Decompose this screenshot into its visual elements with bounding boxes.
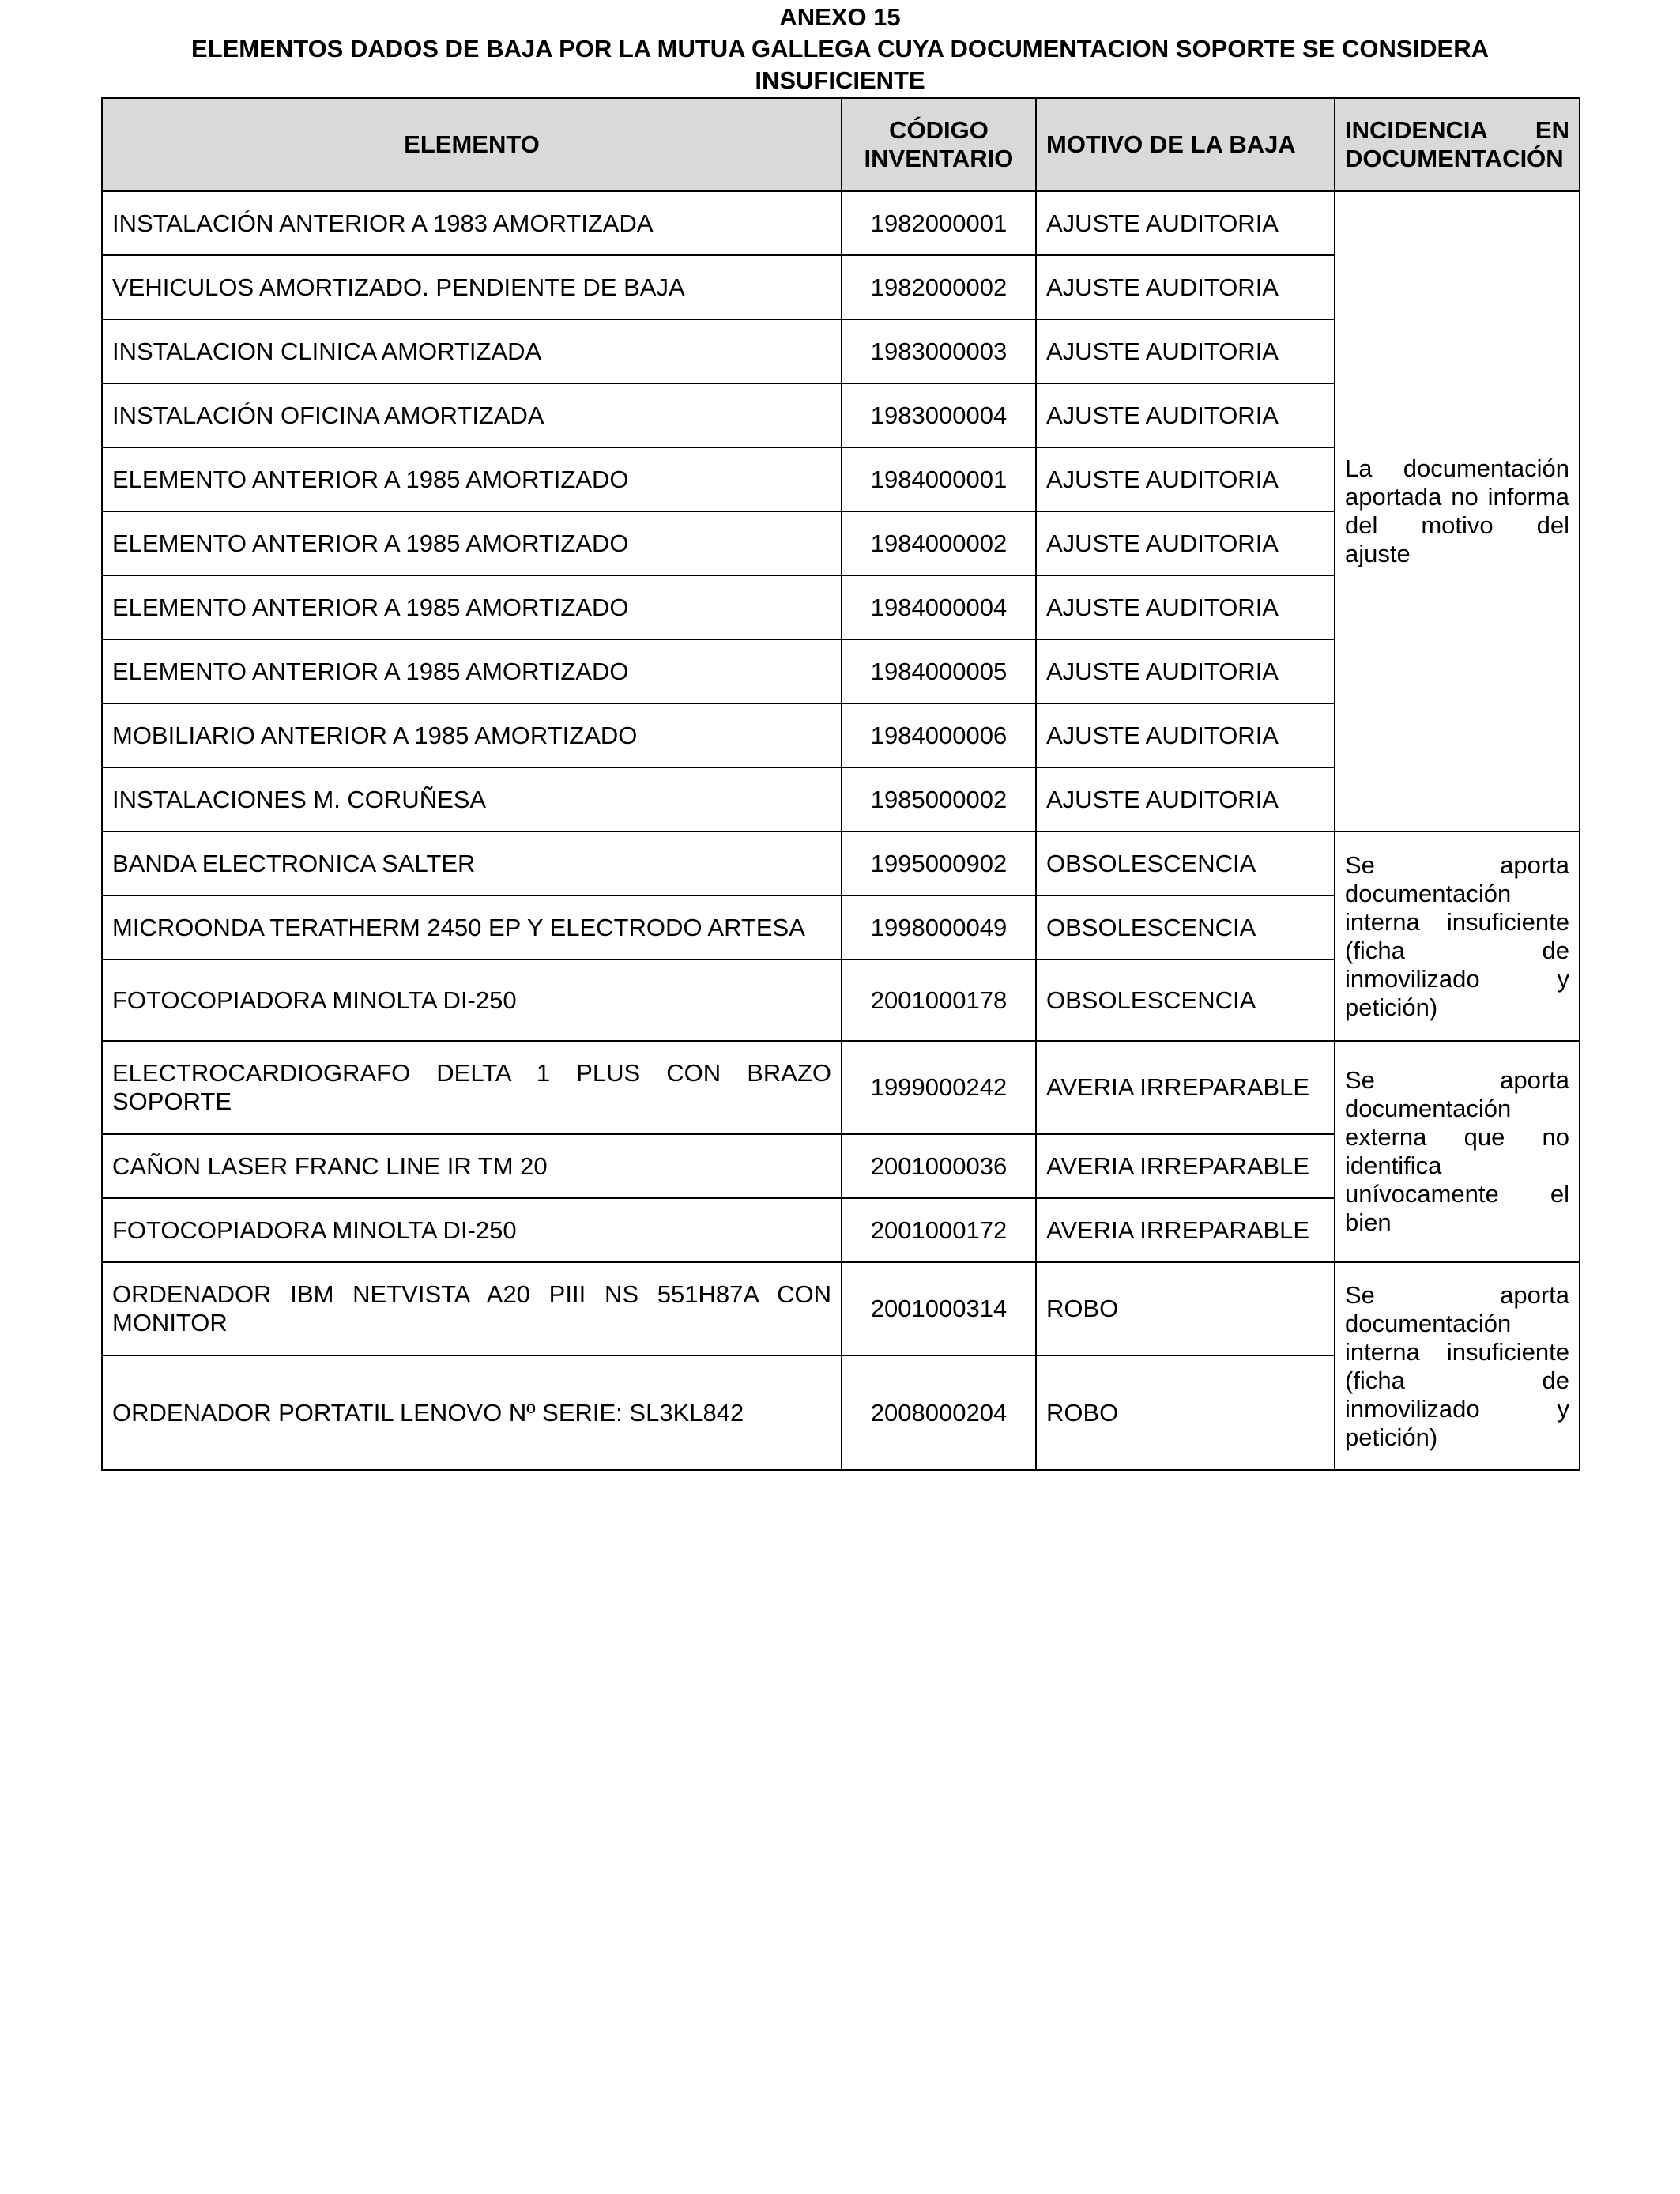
cell-elemento: FOTOCOPIADORA MINOLTA DI-250 (102, 1198, 842, 1262)
cell-elemento: ORDENADOR PORTATIL LENOVO Nº SERIE: SL3KL842 (102, 1355, 842, 1470)
cell-codigo: 1983000003 (842, 319, 1036, 383)
incidencia-line: unívocamente el (1345, 1180, 1569, 1208)
cell-motivo: AJUSTE AUDITORIA (1036, 191, 1335, 255)
header-incidencia (1335, 98, 1580, 191)
cell-codigo: 2001000036 (842, 1134, 1036, 1198)
incidencia-line: identifica (1345, 1152, 1442, 1179)
incidencia-line: bien (1345, 1208, 1392, 1236)
cell-codigo: 2001000178 (842, 959, 1036, 1041)
cell-elemento: MOBILIARIO ANTERIOR A 1985 AMORTIZADO (102, 703, 842, 767)
cell-incidencia-group-4 (1335, 1262, 1580, 1470)
cell-codigo: 1984000001 (842, 447, 1036, 511)
cell-elemento: INSTALACION CLINICA AMORTIZADA (102, 319, 842, 383)
header-codigo-line-1: CÓDIGO (889, 116, 989, 144)
cell-motivo: AJUSTE AUDITORIA (1036, 511, 1335, 575)
incidencia-line: La documentación (1345, 454, 1569, 482)
cell-incidencia-group-3 (1335, 1041, 1580, 1262)
annex-number: ANEXO 15 (779, 3, 901, 31)
header-elemento: ELEMENTO (102, 98, 842, 191)
cell-codigo: 1983000004 (842, 383, 1036, 447)
cell-codigo: 1984000006 (842, 703, 1036, 767)
bajas-table (101, 97, 1580, 1471)
cell-elemento: BANDA ELECTRONICA SALTER (102, 831, 842, 895)
cell-motivo: OBSOLESCENCIA (1036, 959, 1335, 1041)
cell-motivo: AVERIA IRREPARABLE (1036, 1198, 1335, 1262)
incidencia-line: externa que no (1345, 1123, 1569, 1151)
elemento-line-2: SOPORTE (112, 1088, 232, 1115)
cell-codigo: 1982000001 (842, 191, 1036, 255)
cell-codigo: 1999000242 (842, 1041, 1036, 1134)
cell-codigo: 1984000002 (842, 511, 1036, 575)
cell-motivo: AVERIA IRREPARABLE (1036, 1134, 1335, 1198)
incidencia-line: Se aporta (1345, 1280, 1569, 1309)
cell-elemento: INSTALACIÓN ANTERIOR A 1983 AMORTIZADA (102, 191, 842, 255)
cell-codigo: 2001000172 (842, 1198, 1036, 1262)
cell-codigo: 2008000204 (842, 1355, 1036, 1470)
cell-codigo: 2001000314 (842, 1262, 1036, 1355)
cell-motivo: AJUSTE AUDITORIA (1036, 319, 1335, 383)
incidencia-line: Se aporta (1345, 850, 1569, 879)
cell-codigo: 1984000005 (842, 639, 1036, 703)
cell-incidencia-group-2 (1335, 831, 1580, 1041)
cell-elemento: ELEMENTO ANTERIOR A 1985 AMORTIZADO (102, 447, 842, 511)
header-incidencia-line-1: INCIDENCIA EN (1345, 116, 1569, 144)
heading-title-line-2: INSUFICIENTE (755, 66, 925, 94)
cell-elemento: INSTALACIÓN OFICINA AMORTIZADA (102, 383, 842, 447)
incidencia-line: (ficha de (1345, 936, 1569, 964)
cell-elemento: FOTOCOPIADORA MINOLTA DI-250 (102, 959, 842, 1041)
incidencia-line: documentación (1345, 879, 1512, 907)
table-row (102, 1041, 1580, 1134)
incidencia-line: inmovilizado y (1345, 964, 1569, 993)
header-incidencia-line-2: DOCUMENTACIÓN (1345, 145, 1564, 172)
incidencia-line: interna insuficiente (1345, 1337, 1569, 1366)
cell-motivo: AJUSTE AUDITORIA (1036, 767, 1335, 831)
incidencia-line: petición) (1345, 993, 1438, 1021)
table-header-row (102, 98, 1580, 191)
cell-elemento: ELEMENTO ANTERIOR A 1985 AMORTIZADO (102, 639, 842, 703)
cell-elemento: ELEMENTO ANTERIOR A 1985 AMORTIZADO (102, 575, 842, 639)
cell-motivo: AJUSTE AUDITORIA (1036, 383, 1335, 447)
cell-elemento (102, 1041, 842, 1134)
incidencia-line: Se aporta (1345, 1066, 1569, 1094)
incidencia-line: (ficha de (1345, 1366, 1569, 1394)
elemento-line-2: MONITOR (112, 1309, 228, 1336)
cell-codigo: 1982000002 (842, 255, 1036, 319)
cell-elemento: MICROONDA TERATHERM 2450 EP Y ELECTRODO ARTESA (102, 895, 842, 959)
cell-elemento: INSTALACIONES M. CORUÑESA (102, 767, 842, 831)
incidencia-line: inmovilizado y (1345, 1394, 1569, 1423)
heading-title-line-1: ELEMENTOS DADOS DE BAJA POR LA MUTUA GALLEGA CUYA DOCUMENTACION SOPORTE SE CONSIDERA (191, 35, 1489, 62)
cell-motivo: ROBO (1036, 1355, 1335, 1470)
cell-motivo: AJUSTE AUDITORIA (1036, 255, 1335, 319)
cell-motivo: ROBO (1036, 1262, 1335, 1355)
cell-elemento (102, 1262, 842, 1355)
cell-motivo: AJUSTE AUDITORIA (1036, 639, 1335, 703)
cell-elemento: ELEMENTO ANTERIOR A 1985 AMORTIZADO (102, 511, 842, 575)
cell-motivo: OBSOLESCENCIA (1036, 831, 1335, 895)
cell-motivo: AJUSTE AUDITORIA (1036, 575, 1335, 639)
cell-elemento: CAÑON LASER FRANC LINE IR TM 20 (102, 1134, 842, 1198)
incidencia-line: documentación (1345, 1095, 1512, 1122)
elemento-line-1: ORDENADOR IBM NETVISTA A20 PIII NS 551H87A CON (112, 1280, 831, 1308)
table-row (102, 1262, 1580, 1355)
elemento-line-1: ELECTROCARDIOGRAFO DELTA 1 PLUS CON BRAZO (112, 1059, 831, 1087)
cell-motivo: OBSOLESCENCIA (1036, 895, 1335, 959)
header-codigo-inventario (842, 98, 1036, 191)
document-heading (0, 2, 1680, 96)
cell-motivo: AVERIA IRREPARABLE (1036, 1041, 1335, 1134)
header-motivo: MOTIVO DE LA BAJA (1036, 98, 1335, 191)
table-row (102, 831, 1580, 895)
incidencia-line: petición) (1345, 1423, 1438, 1451)
incidencia-line: ajuste (1345, 540, 1411, 567)
incidencia-line: documentación (1345, 1309, 1512, 1337)
cell-elemento: VEHICULOS AMORTIZADO. PENDIENTE DE BAJA (102, 255, 842, 319)
cell-codigo: 1985000002 (842, 767, 1036, 831)
cell-motivo: AJUSTE AUDITORIA (1036, 447, 1335, 511)
incidencia-line: aportada no informa (1345, 483, 1569, 511)
table-row (102, 191, 1580, 255)
incidencia-line: del motivo del (1345, 511, 1569, 539)
cell-motivo: AJUSTE AUDITORIA (1036, 703, 1335, 767)
cell-codigo: 1995000902 (842, 831, 1036, 895)
cell-incidencia-group-1 (1335, 191, 1580, 831)
cell-codigo: 1984000004 (842, 575, 1036, 639)
header-codigo-line-2: INVENTARIO (864, 145, 1014, 172)
incidencia-line: interna insuficiente (1345, 907, 1569, 936)
cell-codigo: 1998000049 (842, 895, 1036, 959)
